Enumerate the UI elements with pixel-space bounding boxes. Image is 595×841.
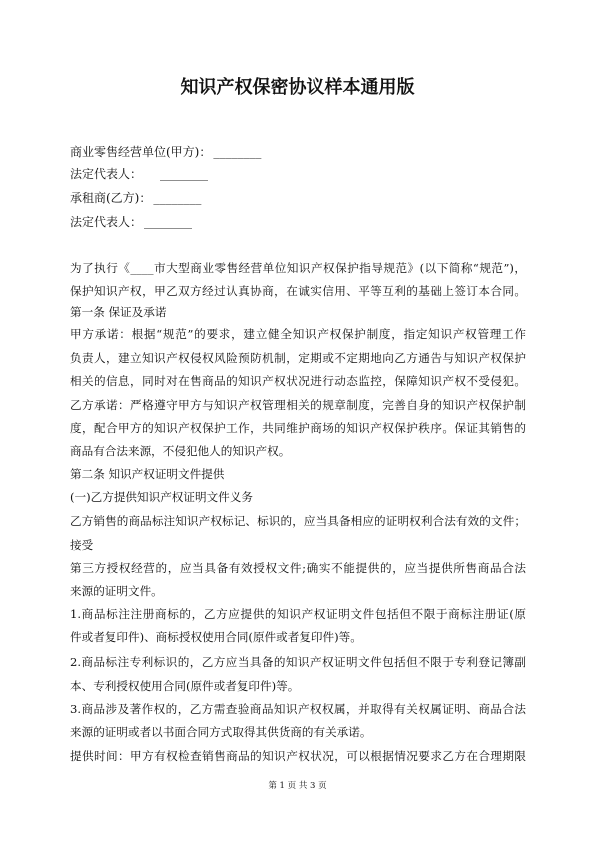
party-label: 法定代表人： [70,215,143,229]
list-item-line: 本、专利授权使用合同(原件或者复印件)等。 [70,679,300,693]
party-field-party-a [70,144,261,160]
party-label: 商业零售经营单位(甲方)： [70,145,212,159]
body-line: 来源的证明文件。 [70,584,163,598]
party-field-legal-rep-a [70,166,208,182]
body-line: 接受 [70,538,94,552]
party-blank: ________ [213,145,262,159]
body-line: 乙方承诺：严格遵守甲方与知识产权管理相关的规章制度，完善自身的知识产权保护制 [70,398,526,412]
body-line: 第三方授权经营的，应当具备有效授权文件;确实不能提供的，应当提供所售商品合法 [70,561,526,575]
party-field-legal-rep-b [70,214,192,230]
body-line: 商品有合法来源，不侵犯他人的知识产权。 [70,444,291,458]
body-line: 提供时间：甲方有权检查销售商品的知识产权状况，可以根据情况要求乙方在合理期限 [70,749,526,763]
body-line: 甲方承诺：根据“规范”的要求，建立健全知识产权保护制度，指定知识产权管理工作 [70,327,526,341]
party-blank: ________ [160,167,209,181]
body-line: 相关的信息，同时对在售商品的知识产权状况进行动态监控，保障知识产权不受侵犯。 [70,374,526,388]
body-line: 负责人，建立知识产权侵权风险预防机制，定期或不定期地向乙方通告与知识产权保护 [70,351,526,365]
party-blank: ________ [153,191,202,205]
subsection-heading: (一)乙方提供知识产权证明文件义务 [70,490,253,504]
body-line: 保护知识产权，甲乙双方经过认真协商，在诚实信用、平等互利的基础上签订本合同。 [70,284,526,298]
body-line: 度，配合甲方的知识产权保护工作，共同维护商场的知识产权保护秩序。保证其销售的 [70,421,526,435]
party-field-party-b [70,190,201,206]
list-item-line: 来源的证明或者以书面合同方式取得其供货商的有关承诺。 [70,725,372,739]
document-title: 知识产权保密协议样本通用版 [180,77,415,98]
party-blank: ________ [144,215,193,229]
list-item-line: 3.商品涉及著作权的，乙方需查验商品知识产权权属，并取得有关权属证明、商品合法 [70,702,526,716]
body-line: 乙方销售的商品标注知识产权标记、标识的，应当具备相应的证明权利合法有效的文件； [70,514,526,528]
section-heading: 第一条 保证及承诺 [70,305,167,319]
section-heading: 第二条 知识产权证明文件提供 [70,467,225,481]
body-line: 为了执行《____市大型商业零售经营单位知识产权保护指导规范》(以下简称“规范”)， [70,261,526,275]
list-item-line: 件或者复印件)、商标授权使用合同(原件或者复印件)等。 [70,630,362,644]
list-item-line: 1.商品标注注册商标的，乙方应提供的知识产权证明文件包括但不限于商标注册证(原 [70,607,526,621]
page-number-footer: 第 1 页 共 3 页 [268,781,327,791]
party-label: 承租商(乙方)： [70,191,152,205]
list-item-line: 2.商品标注专利标识的，乙方应当具备的知识产权证明文件包括但不限于专利登记簿副 [70,655,526,669]
party-label: 法定代表人： [70,167,143,181]
